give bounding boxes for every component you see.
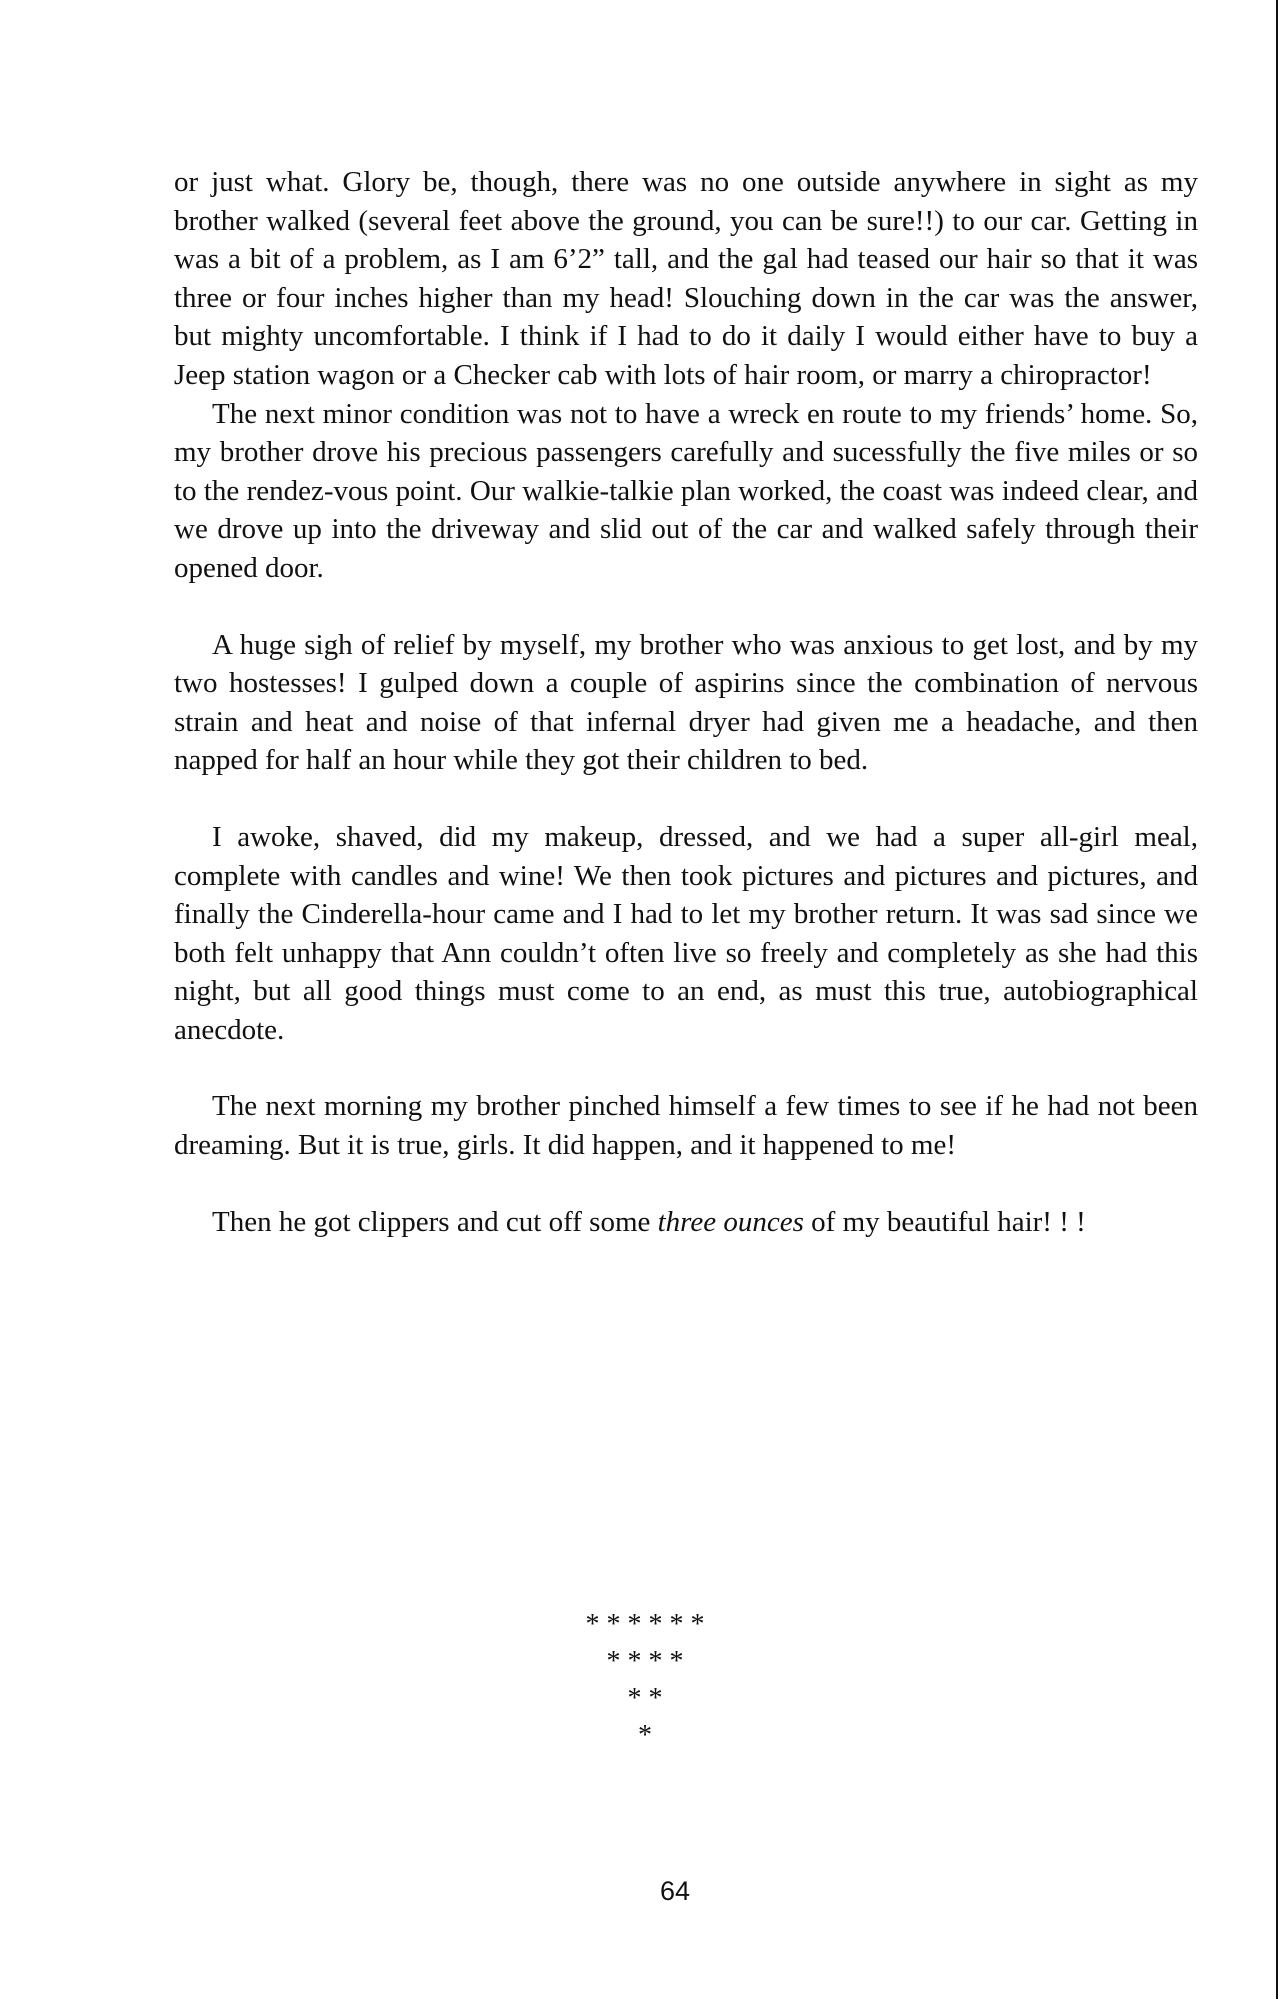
ornament-row-3: * * [627,1683,663,1714]
ornament-row-4: * [638,1720,652,1751]
paragraph-wreck: The next minor condition was not to have a wreck en route to my friends’ home. So, my brother drove his precious passengers carefully and sucessfully the five miles or so to the rendez-vous point. Our walkie-talkie plan worked, the coast was indeed clear, and we drove up into the driveway and slid out of the car and walked safely through their opened door. [174,397,1198,584]
clippers-text-end: of my beautiful hair! ! ! [803,1205,1086,1238]
body-text [174,163,1198,1241]
clippers-emphasis: three ounces [657,1205,804,1238]
paragraph-relief: A huge sigh of relief by myself, my brother who was anxious to get lost, and by my two hostesses! I gulped down a couple of aspirins since the combination of nervous strain and heat and noise of that infernal dryer had given me a headache, and then napped for half an hour while they got their children to bed. [174,628,1198,777]
ornament-row-1: * * * * * * [585,1609,705,1640]
paragraph-next-morning: The next morning my brother pinched himself a few times to see if he had not been dreaming. But it is true, girls. It did happen, and it happened to me! [174,1090,1198,1162]
page-number: 64 [659,1876,691,1906]
asterisk-ornament [0,1606,1286,1754]
ornament-row-2: * * * * [606,1646,684,1677]
paragraph-clippers [174,1203,1198,1242]
paragraph-dinner: I awoke, shaved, did my makeup, dressed, and we had a super all-girl meal, complete with candles and wine! We then took pictures and pictures and pictures, and finally the Cinderella-hour came and I had to let my brother return. It was sad since we both felt unhappy that Ann couldn’t often live so freely and completely as she had this night, but all good things must come to an end, as must this true, autobiographical anecdote. [174,820,1198,1046]
clippers-text-start: Then he got clippers and cut off some [212,1205,658,1238]
paragraph-continuation: or just what. Glory be, though, there was no one outside anywhere in sight as my brother walked (several feet above the ground, you can be sure!!) to our car. Getting in was a bit of a problem, as I am 6’2” tall, and the gal had teased our hair so that it was three or four inches higher than my head! Slouching down in the car was the answer, but mighty uncomfortable. I think if I had to do it daily I would either have to buy a Jeep station wagon or a Checker cab with lots of hair room, or marry a chiropractor! [174,166,1198,391]
